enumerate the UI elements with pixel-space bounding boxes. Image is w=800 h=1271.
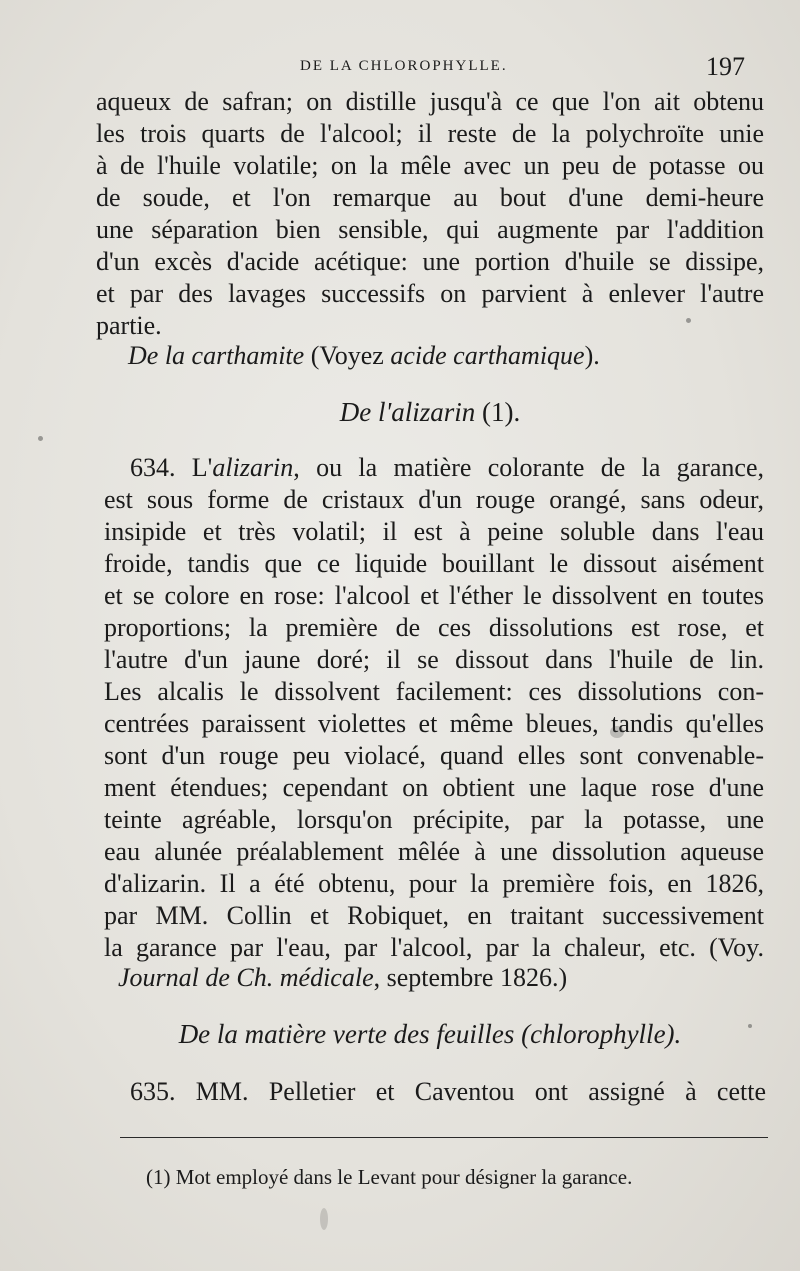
text-line: et se colore en rose: l'alcool et l'éther le dissolvent en toutes	[104, 581, 764, 610]
text-line: froide, tandis que ce liquide bouillant le dissout aisément	[104, 549, 764, 578]
text-line: sont d'un rouge peu violacé, quand elles sont convenable-	[104, 741, 764, 770]
paper-speck	[748, 1024, 752, 1028]
journal-date: , septembre 1826.)	[373, 963, 568, 992]
paragraph-634-first-line	[130, 452, 764, 484]
para634-term: alizarin	[212, 453, 294, 482]
carthamite-title: De la carthamite	[128, 341, 305, 370]
text-line: et par des lavages successifs on parvient à enlever l'autre	[96, 279, 764, 308]
paper-speck	[610, 726, 624, 738]
heading-chlorophylle-paren: (chlorophylle).	[514, 1019, 682, 1049]
footnote-divider	[120, 1137, 768, 1138]
text-line: eau alunée préalablement mêlée à une dissolution aqueuse	[104, 837, 764, 866]
section-heading-chlorophylle	[96, 1018, 764, 1050]
text-line: la garance par l'eau, par l'alcool, par la chaleur, etc. (Voy.	[104, 933, 764, 962]
paper-speck	[686, 318, 691, 323]
text-line: ment étendues; cependant on obtient une laque rose d'une	[104, 773, 764, 802]
paragraph-635-first-line: 635. MM. Pelletier et Caventou ont assigné à cette	[130, 1077, 766, 1106]
paper-speck	[38, 436, 43, 441]
text-line: aqueux de safran; on distille jusqu'à ce que l'on ait obtenu	[96, 87, 764, 116]
paragraph-634-last-line	[118, 962, 758, 994]
carthamite-suffix: ).	[584, 341, 600, 370]
heading-chlorophylle-title: De la matière verte des feuilles	[178, 1019, 515, 1049]
text-line: proportions; la première de ces dissolutions est rose, et	[104, 613, 764, 642]
page-header	[0, 52, 800, 84]
para634-rest: , ou la matière colorante de la garance,	[293, 453, 764, 482]
running-head: DE LA CHLOROPHYLLE.	[300, 58, 508, 74]
text-line: teinte agréable, lorsqu'on précipite, par la potasse, une	[104, 805, 764, 834]
text-line: centrées paraissent violettes et même bleues, tandis qu'elles	[104, 709, 764, 738]
heading-alizarin-note: (1).	[475, 397, 521, 427]
text-line: l'autre d'un jaune doré; il se dissout dans l'huile de lin.	[104, 645, 764, 674]
carthamite-voyez: (Voyez	[304, 341, 391, 370]
text-line: d'un excès d'acide acétique: une portion d'huile se dissipe,	[96, 247, 764, 276]
carthamite-reference	[128, 340, 768, 372]
carthamite-ref: acide carthamique	[390, 341, 585, 370]
page-number: 197	[706, 52, 745, 81]
paper-speck	[320, 1208, 328, 1230]
footnote: (1) Mot employé dans le Levant pour désigner la garance.	[146, 1165, 633, 1189]
text-line: d'alizarin. Il a été obtenu, pour la première fois, en 1826,	[104, 869, 764, 898]
text-line: partie.	[96, 311, 162, 340]
journal-title: Journal de Ch. médicale	[118, 963, 374, 992]
text-line: insipide et très volatil; il est à peine soluble dans l'eau	[104, 517, 764, 546]
heading-alizarin-title: De l'alizarin	[339, 397, 476, 427]
text-line: Les alcalis le dissolvent facilement: ces dissolutions con-	[104, 677, 764, 706]
text-line: une séparation bien sensible, qui augmente par l'addition	[96, 215, 764, 244]
text-line: est sous forme de cristaux d'un rouge orangé, sans odeur,	[104, 485, 764, 514]
text-line: les trois quarts de l'alcool; il reste de la polychroïte unie	[96, 119, 764, 148]
text-line: de soude, et l'on remarque au bout d'une demi-heure	[96, 183, 764, 212]
text-line: par MM. Collin et Robiquet, en traitant successivement	[104, 901, 764, 930]
para634-number: 634. L'	[130, 453, 213, 482]
text-line: à de l'huile volatile; on la mêle avec un peu de potasse ou	[96, 151, 764, 180]
section-heading-alizarin	[96, 396, 764, 428]
